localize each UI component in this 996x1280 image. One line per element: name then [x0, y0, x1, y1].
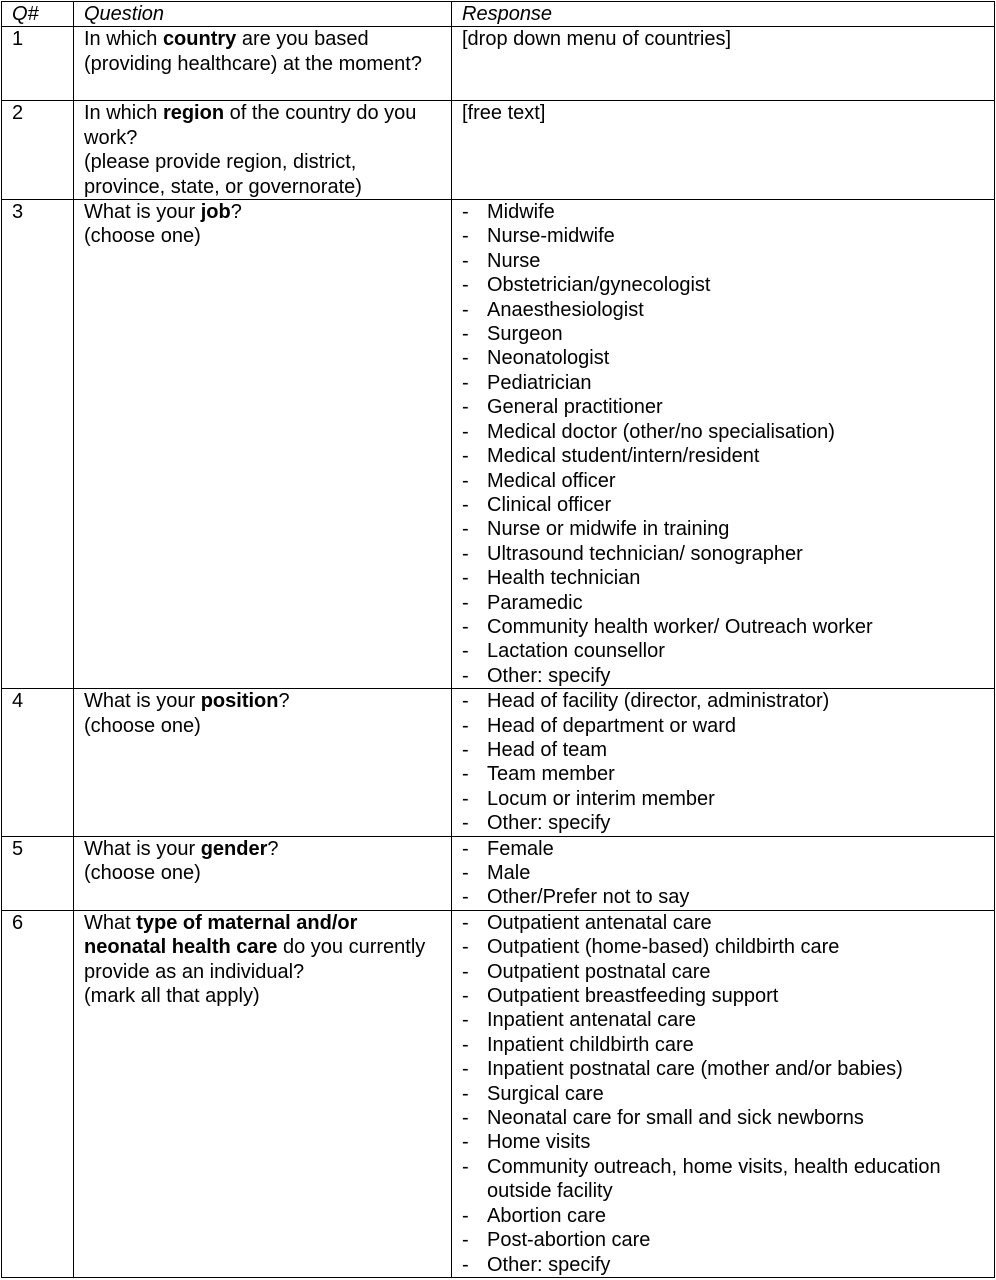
- response-option: - Health technician: [462, 566, 984, 590]
- header-row: [2, 2, 995, 27]
- question-prefix: In which: [84, 28, 163, 51]
- response-option: - Other: specify: [462, 1253, 984, 1277]
- question-keyword: country: [162, 28, 237, 51]
- question-row-2: [2, 101, 995, 200]
- question-number: 1: [2, 27, 74, 101]
- question-row-5: [2, 836, 995, 910]
- response-option: - Female: [462, 837, 984, 861]
- question-note: (choose one): [84, 714, 201, 737]
- response-option: - Community health worker/ Outreach worker: [462, 615, 984, 639]
- response-option: - Outpatient postnatal care: [462, 960, 984, 984]
- response-options: [462, 837, 984, 910]
- question-main: [84, 911, 441, 984]
- response-option: - Inpatient postnatal care (mother and/or babies): [462, 1057, 984, 1081]
- question-suffix: of the country do you work?: [84, 102, 417, 149]
- question-prefix: What is your: [84, 837, 201, 860]
- response-option: - Locum or interim member: [462, 787, 984, 811]
- response-option: - Team member: [462, 762, 984, 786]
- response-option: - Head of department or ward: [462, 714, 984, 738]
- response-option: - Surgeon: [462, 322, 984, 346]
- question-prefix: What is your: [84, 201, 201, 224]
- response-option: - Other/Prefer not to say: [462, 885, 984, 909]
- question-text: [74, 200, 452, 689]
- header-question: Question: [74, 2, 452, 27]
- question-note: (mark all that apply): [84, 985, 260, 1008]
- survey-questions-table: [1, 1, 995, 1278]
- question-prefix: In which: [84, 102, 163, 125]
- question-row-3: [2, 200, 995, 689]
- response-option: - Paramedic: [462, 591, 984, 615]
- response-cell: [452, 836, 995, 910]
- question-main: [84, 101, 441, 150]
- response-cell: [452, 200, 995, 689]
- question-text: [74, 27, 452, 101]
- response-option: - Home visits: [462, 1130, 984, 1154]
- response-option: - Nurse-midwife: [462, 224, 984, 248]
- response-cell: [452, 27, 995, 101]
- question-suffix: do you currently provide as an individual?: [84, 936, 426, 983]
- response-options: [462, 689, 984, 835]
- question-text: [74, 689, 452, 836]
- response-option: - Head of facility (director, administrator): [462, 689, 984, 713]
- response-option: - Lactation counsellor: [462, 639, 984, 663]
- question-keyword: position: [200, 690, 279, 713]
- response-option: - General practitioner: [462, 395, 984, 419]
- question-main: [84, 689, 441, 713]
- question-suffix: ?: [230, 201, 242, 224]
- question-keyword: job: [200, 201, 231, 224]
- response-option: - Nurse or midwife in training: [462, 517, 984, 541]
- response-option: - Obstetrician/gynecologist: [462, 273, 984, 297]
- question-main: [84, 27, 441, 76]
- response-option: - Anaesthesiologist: [462, 298, 984, 322]
- question-suffix: ?: [278, 690, 290, 713]
- question-prefix: What: [84, 911, 137, 934]
- question-text: [74, 910, 452, 1277]
- response-option: - Clinical officer: [462, 493, 984, 517]
- question-text: [74, 836, 452, 910]
- response-option: - Inpatient childbirth care: [462, 1033, 984, 1057]
- response-cell: [452, 101, 995, 200]
- response-option: - Inpatient antenatal care: [462, 1008, 984, 1032]
- response-option: - Outpatient breastfeeding support: [462, 984, 984, 1008]
- question-number: 4: [2, 689, 74, 836]
- question-row-6: [2, 910, 995, 1277]
- response-option: - Other: specify: [462, 664, 984, 688]
- question-note: (please provide region, district, province, state, or governorate): [84, 151, 362, 198]
- question-main: [84, 200, 441, 224]
- response-option: - Neonatal care for small and sick newborns: [462, 1106, 984, 1130]
- question-keyword: type of maternal and/or neonatal health care: [84, 911, 358, 959]
- question-keyword: gender: [200, 837, 268, 860]
- response-option: - Medical officer: [462, 469, 984, 493]
- response-option: - Medical doctor (other/no specialisation): [462, 420, 984, 444]
- response-option: - Pediatrician: [462, 371, 984, 395]
- response-option: - Neonatologist: [462, 346, 984, 370]
- response-option: - Nurse: [462, 249, 984, 273]
- question-prefix: What is your: [84, 690, 201, 713]
- response-option: - Male: [462, 861, 984, 885]
- question-number: 3: [2, 200, 74, 689]
- question-number: 6: [2, 910, 74, 1277]
- response-option: - Surgical care: [462, 1082, 984, 1106]
- response-cell: [452, 910, 995, 1277]
- response-option: - Head of team: [462, 738, 984, 762]
- response-option: - Community outreach, home visits, health education outside facility: [462, 1155, 984, 1204]
- response-option: - Outpatient antenatal care: [462, 911, 984, 935]
- response-option: - Medical student/intern/resident: [462, 444, 984, 468]
- response-option: - Abortion care: [462, 1204, 984, 1228]
- question-text: [74, 101, 452, 200]
- response-options: [462, 200, 984, 688]
- response-text: [free text]: [462, 102, 546, 125]
- question-number: 5: [2, 836, 74, 910]
- header-num: Q#: [2, 2, 74, 27]
- response-option: - Post-abortion care: [462, 1228, 984, 1252]
- response-option: - Ultrasound technician/ sonographer: [462, 542, 984, 566]
- response-text: [drop down menu of countries]: [462, 28, 732, 51]
- question-main: [84, 837, 441, 861]
- question-number: 2: [2, 101, 74, 200]
- question-row-4: [2, 689, 995, 836]
- response-options: [462, 911, 984, 1277]
- header-response: Response: [452, 2, 995, 27]
- question-row-1: [2, 27, 995, 101]
- response-option: - Other: specify: [462, 811, 984, 835]
- response-cell: [452, 689, 995, 836]
- question-keyword: region: [162, 102, 225, 125]
- question-suffix: are you based (providing healthcare) at the moment?: [84, 28, 422, 75]
- response-option: - Midwife: [462, 200, 984, 224]
- question-note: (choose one): [84, 862, 201, 884]
- response-option: - Outpatient (home-based) childbirth care: [462, 935, 984, 959]
- question-suffix: ?: [267, 837, 279, 860]
- question-note: (choose one): [84, 225, 201, 248]
